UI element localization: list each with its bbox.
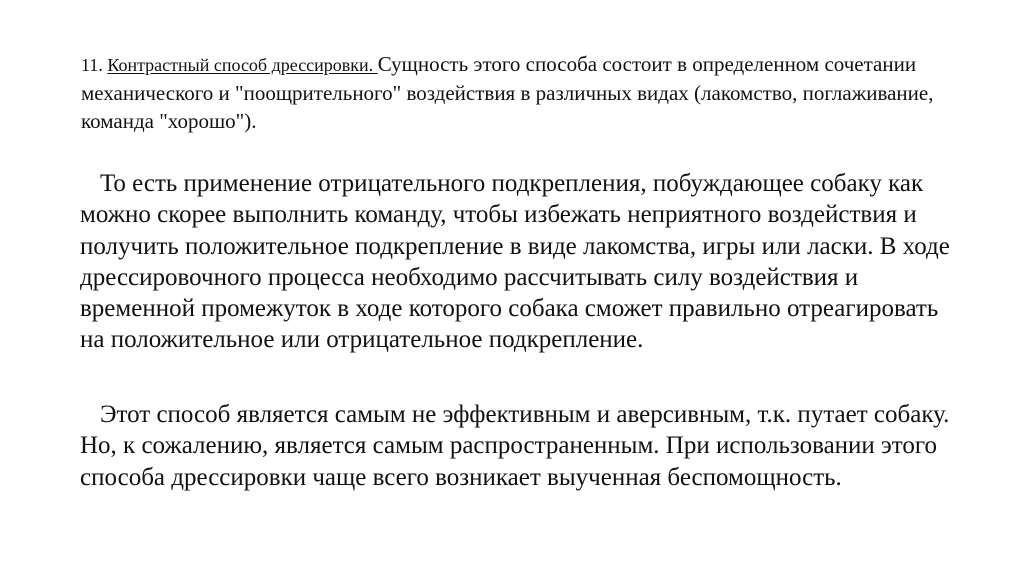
paragraph-1: То есть применение отрицательного подкрепления, побуждающее собаку как можно скорее выполнить команду, чтобы избежать неприятного воздействия и получить положительное подкрепление в виде лакомства, игры или ласки. В ходе дрессировочного процесса необходимо рассчитывать силу воздействия и временной промежуток в ходе которого собака сможет правильно отреагировать на положительное или отрицательное подкрепление. [80,170,950,354]
section-title: Контрастный способ дрессировки. [107,55,378,75]
section-intro: Сущность этого способа состоит в определенном сочетании механического и "поощрительного" воздействия в различных видах (лакомство, поглаживание, команда "хорошо"). [81,52,934,133]
section-number: 11. [81,55,108,75]
paragraph-2: Этот способ является самым не эффективным и аверсивным, т.к. путает собаку. Но, к сожалению, является самым распространенным. При использовании этого способа дрессировки чаще всего возникает выученная беспомощность. [80,401,950,491]
section-heading [81,50,951,135]
